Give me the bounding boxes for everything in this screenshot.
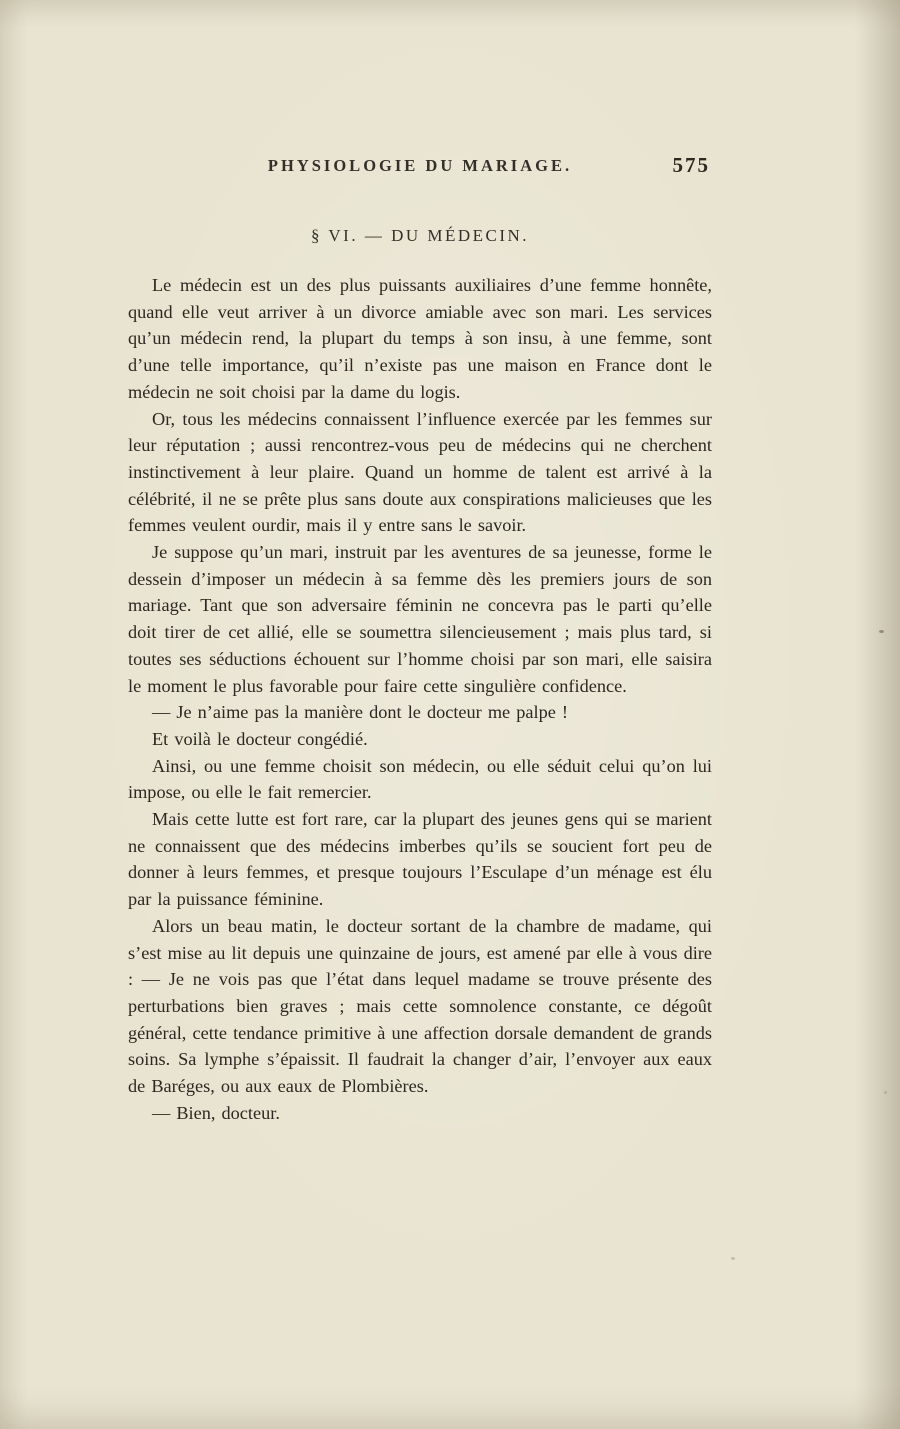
- paragraph: Le médecin est un des plus puissants auxiliaires d’une femme honnête, quand elle veut arriver à un divorce amiable avec son mari. Les services qu’un médecin rend, la plupart du temps à son insu, à une femme, sont d’une telle importance, qu’il n’existe pas une maison en France dont le médecin ne soit choisi par la dame du logis.: [128, 275, 712, 402]
- running-header: [128, 153, 712, 182]
- paragraph: Mais cette lutte est fort rare, car la plupart des jeunes gens qui se marient ne connaissent que des médecins imberbes qu’ils se soucient fort peu de donner à leurs femmes, et presque toujours l’Esculape d’un ménage est élu par la puissance féminine.: [128, 809, 712, 910]
- scan-speck: [879, 630, 884, 633]
- page-number: 575: [672, 153, 710, 177]
- text-block: [128, 0, 712, 1127]
- scan-speck: [731, 1257, 735, 1260]
- running-header-title: PHYSIOLOGIE DU MARIAGE.: [267, 156, 573, 175]
- paragraph: Or, tous les médecins connaissent l’influence exercée par les femmes sur leur réputation ; aussi rencontrez-vous peu de médecins qui ne cherchent instinctivement à leur plaire. Quand un homme de talent est arrivé à la célébrité, il ne se prête plus sans doute aux conspirations malicieuses que les femmes veulent ourdir, mais il y entre sans le savoir.: [128, 408, 712, 536]
- paragraph: Ainsi, ou une femme choisit son médecin, ou elle séduit celui qu’on lui impose, ou elle le fait remercier.: [128, 755, 712, 803]
- scan-speck: [884, 1091, 887, 1094]
- paragraph-dialogue: — Bien, docteur.: [152, 1102, 280, 1123]
- paragraph: Je suppose qu’un mari, instruit par les aventures de sa jeunesse, forme le dessein d’imposer un médecin à sa femme dès les premiers jours de son mariage. Tant que son adversaire féminin ne concevra pas le parti qu’elle doit tirer de cet allié, elle se soumettra silencieusement ; mais plus tard, si toutes ses séductions échouent sur l’homme choisi par son mari, elle saisira le moment le plus favorable pour faire cette singulière confidence.: [128, 542, 712, 696]
- paragraph: Alors un beau matin, le docteur sortant de la chambre de madame, qui s’est mise au lit depuis une quinzaine de jours, est amené par elle à vous dire : — Je ne vois pas que l’état dans lequel madame se trouve présente des perturbations bien graves ; mais cette somnolence constante, ce dégoût général, cette tendance primitive à une affection dorsale demandent de grands soins. Sa lymphe s’épaissit. Il faudrait la changer d’air, l’envoyer aux eaux de Baréges, ou aux eaux de Plombières.: [128, 915, 712, 1097]
- section-heading: § VI. — DU MÉDECIN.: [310, 226, 530, 245]
- paragraph-dialogue: — Je n’aime pas la manière dont le docteur me palpe !: [152, 702, 568, 723]
- paragraph-dialogue: Et voilà le docteur congédié.: [152, 728, 368, 749]
- body-copy: [128, 272, 712, 1127]
